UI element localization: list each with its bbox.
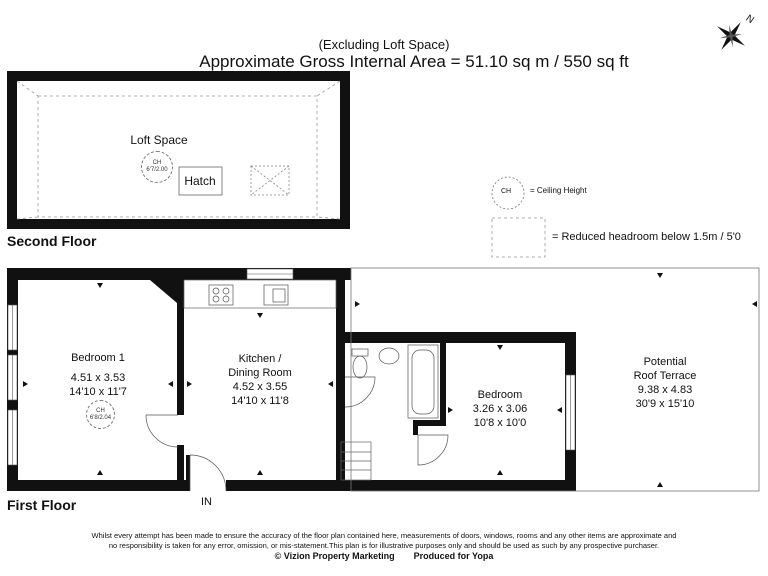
bedroom-window [566, 375, 575, 450]
left-windows [8, 305, 17, 465]
compass-north-label: N [743, 12, 756, 27]
legend-reduced-text: = Reduced headroom below 1.5m / 5'0 [552, 231, 741, 243]
room-terrace-imperial: 30'9 x 15'10 [635, 398, 695, 410]
loft-ceiling-height [141, 151, 173, 183]
room-kitchen-name: Kitchen / [238, 353, 282, 365]
room-kitchen-name-2: Dining Room [228, 367, 292, 379]
room-kitchen-dining [228, 352, 292, 408]
room-bedroom-metric: 3.26 x 3.06 [472, 403, 528, 415]
disclaimer [92, 531, 677, 551]
hatch-label: Hatch [184, 174, 216, 188]
bedroom1-chamfer [150, 280, 177, 303]
room-bedroom [473, 388, 527, 430]
bathroom-fixtures [352, 345, 438, 418]
room-terrace-metric: 9.38 x 4.83 [637, 384, 693, 396]
disclaimer-line-2: no responsibility is taken for any error, omission, or mis-statement.This plan is for illustrative purposes only and should be used as such by any prospective purchaser. [108, 541, 660, 550]
credit-left: © Vizion Property Marketing [274, 551, 395, 561]
first-floor-label: First Floor [7, 497, 77, 513]
legend-reduced-box [492, 218, 545, 257]
loft-ch-value: 6'7/2.00 [146, 167, 168, 173]
bedroom-1-ch-value: 6'8/2.04 [89, 415, 112, 421]
loft-space-label: Loft Space [130, 133, 188, 147]
room-bedroom-imperial: 10'8 x 10'0 [473, 417, 527, 429]
stairs [341, 442, 371, 480]
bedroom-1-ch-label: CH [96, 408, 105, 414]
disclaimer-line-1: Whilst every attempt has been made to ensure the accuracy of the floor plan contained here, measurements of doors, windows, rooms and any other items are approximate and [91, 531, 677, 540]
area-subtitle: (Excluding Loft Space) [318, 37, 450, 52]
room-bedroom-name: Bedroom [477, 389, 523, 401]
credit-right: Produced for Yopa [413, 551, 494, 561]
second-floor-label: Second Floor [7, 233, 97, 249]
room-kitchen-imperial: 14'10 x 11'8 [231, 395, 289, 407]
room-bedroom-1-name: Bedroom 1 [71, 352, 125, 364]
door-swings [146, 377, 448, 491]
loft-ch-label: CH [152, 160, 162, 166]
room-terrace-name-2: Roof Terrace [633, 370, 697, 382]
room-bedroom-1-imperial: 14'10 x 11'7 [69, 386, 127, 398]
gross-area-title: Approximate Gross Internal Area = 51.10 sq m / 550 sq ft [199, 52, 629, 71]
entrance-label: IN [201, 496, 212, 508]
room-roof-terrace [634, 355, 697, 411]
loft-outline [7, 71, 350, 229]
kitchen-worktop [184, 280, 336, 308]
credit-line [275, 551, 494, 561]
kitchen-window [247, 269, 293, 279]
room-bedroom-1-metric: 4.51 x 3.53 [70, 372, 126, 384]
room-kitchen-metric: 4.52 x 3.55 [232, 381, 288, 393]
room-terrace-name: Potential [643, 356, 687, 368]
bedroom-1-ceiling-height [86, 400, 115, 429]
legend-ch-text: = Ceiling Height [530, 186, 587, 195]
legend-ch-symbol: CH [501, 188, 512, 195]
room-bedroom-1 [69, 351, 127, 399]
